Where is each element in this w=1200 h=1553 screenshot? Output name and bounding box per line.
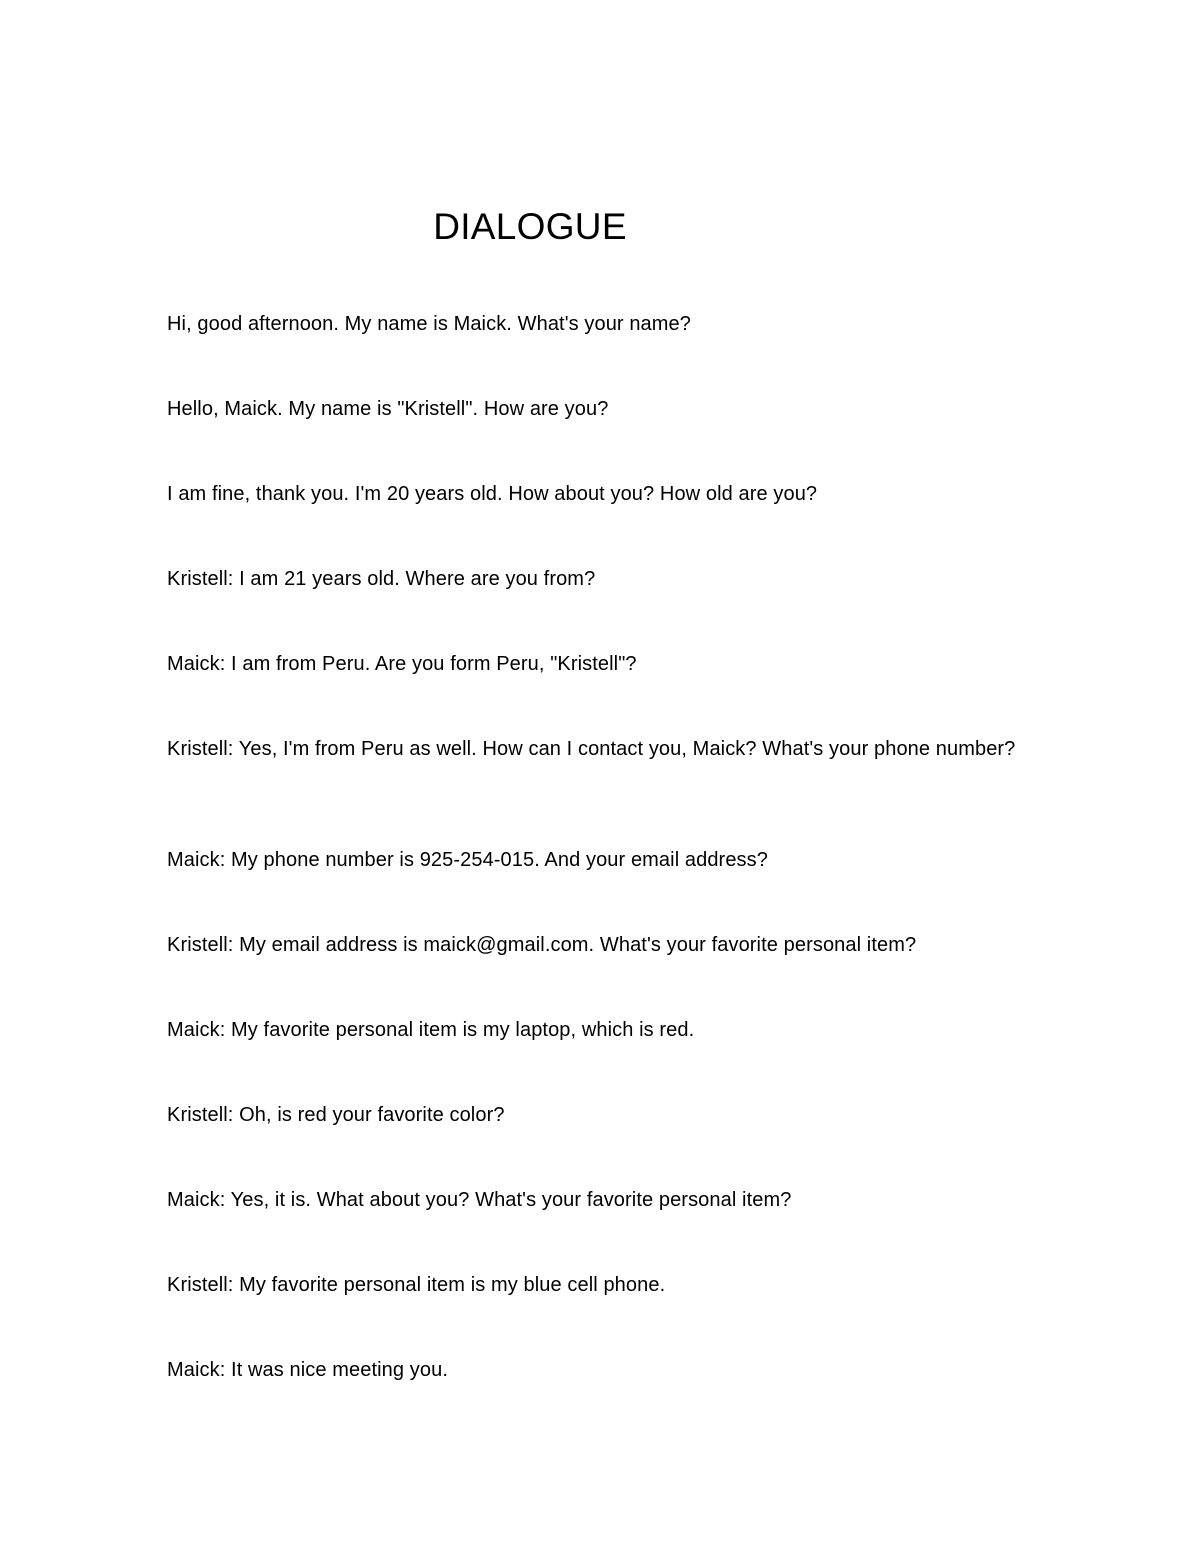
dialogue-line: Kristell: Oh, is red your favorite color? (167, 1104, 505, 1126)
dialogue-line: Hello, Maick. My name is "Kristell". How are you? (167, 398, 609, 420)
dialogue-line: Hi, good afternoon. My name is Maick. What's your name? (167, 313, 691, 335)
dialogue-line: Kristell: My email address is maick@gmail.com. What's your favorite personal item? (167, 934, 917, 956)
dialogue-line: Kristell: Yes, I'm from Peru as well. How can I contact you, Maick? What's your phone number? (167, 738, 1016, 760)
dialogue-line: Kristell: My favorite personal item is my blue cell phone. (167, 1274, 666, 1296)
dialogue-line: Maick: Yes, it is. What about you? What's your favorite personal item? (167, 1189, 792, 1211)
page-title: DIALOGUE (433, 206, 627, 247)
dialogue-line: Maick: It was nice meeting you. (167, 1359, 448, 1381)
dialogue-line: Maick: My phone number is 925-254-015. And your email address? (167, 849, 768, 871)
dialogue-line: Kristell: I am 21 years old. Where are you from? (167, 568, 596, 590)
dialogue-line: Maick: I am from Peru. Are you form Peru, "Kristell"? (167, 653, 637, 675)
dialogue-line: I am fine, thank you. I'm 20 years old. How about you? How old are you? (167, 483, 818, 505)
dialogue-line: Maick: My favorite personal item is my laptop, which is red. (167, 1019, 695, 1041)
